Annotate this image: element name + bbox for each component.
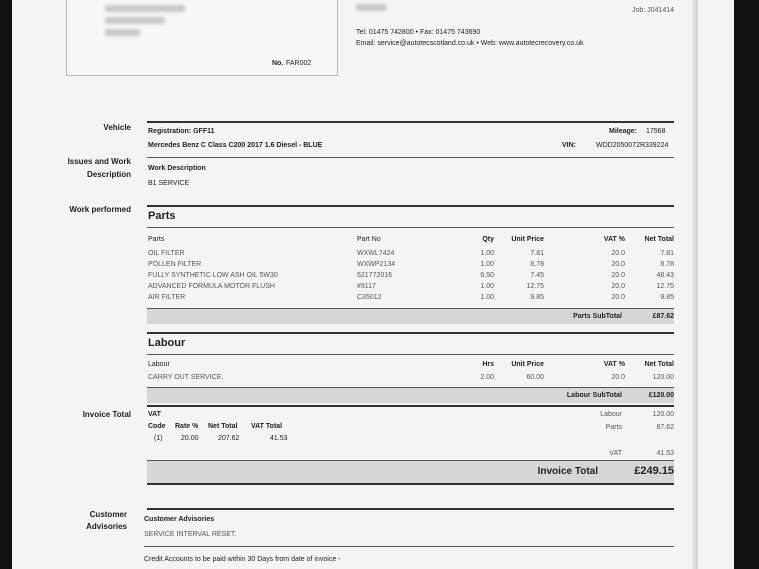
invoice-total-label: Invoice Total [537,466,598,477]
part-vat: 20.0 [611,272,625,279]
customer-address-box [66,0,338,76]
redacted-line [105,29,140,36]
section-customer: Customer [89,510,127,519]
vat-net-total: 207.62 [218,435,240,442]
parts-col-partno: Part No [357,236,381,243]
rule [147,332,674,334]
part-vat: 20.0 [611,283,625,290]
part-unit-price: 9.85 [530,294,544,301]
redacted-header [356,4,386,11]
rule [147,460,674,461]
part-qty: 1.00 [480,294,494,301]
customer-no-label: No. [272,60,284,67]
vehicle-registration: Registration: GFF11 [148,128,215,135]
advisories-heading: Customer Advisories [144,516,215,523]
part-qty: 1.00 [480,261,494,268]
vat-rate: 20.00 [181,435,199,442]
part-unit-price: 8.78 [530,261,544,268]
part-unit-price: 7.81 [530,250,544,257]
parts-subtotal-label: Parts SubTotal [573,313,622,320]
part-vat: 20.0 [611,250,625,257]
part-net-total: 48.43 [656,272,674,279]
vat-col-code: Code [148,423,166,430]
labour-col-hrs: Hrs [482,361,494,368]
rule [147,121,674,123]
parts-title: Parts [148,210,176,222]
part-number: WXWP2134 [357,261,396,268]
total-parts-value: 87.62 [656,424,674,431]
redacted-line [105,5,185,12]
labour-net-total: 120.00 [652,374,674,381]
vat-total: 41.53 [270,435,288,442]
part-number: #9117 [357,283,376,290]
labour-subtotal-label: Labour SubTotal [566,392,622,399]
vin-value: WDD2050072R339224 [596,142,669,149]
part-qty: 1.00 [480,250,494,257]
labour-vat: 20.0 [611,374,625,381]
section-advisories: Advisories [86,522,127,531]
rule [147,387,674,388]
mileage-value: 17568 [646,128,666,135]
parts-col-unit-price: Unit Price [511,236,544,243]
part-net-total: 8.78 [660,261,674,268]
part-vat: 20.0 [611,294,625,301]
labour-col-net-total: Net Total [644,361,674,368]
part-unit-price: 7.45 [530,272,544,279]
credit-accounts-note: Credit Accounts to be paid within 30 Days from date of invoice - [144,556,341,563]
part-vat: 20.0 [611,261,625,268]
parts-col-parts: Parts [148,236,165,243]
section-issues: Issues and Work [67,157,131,166]
total-labour-value: 120.00 [652,411,674,418]
rule [147,405,674,407]
part-qty: 6.50 [480,272,494,279]
rule [144,546,674,547]
part-name: OIL FILTER [148,250,185,257]
vehicle-description: Mercedes Benz C Class C200 2017 1.6 Diesel - BLUE [148,142,323,149]
part-qty: 1.00 [480,283,494,290]
work-description-text: B1 SERVICE [148,180,190,187]
section-invoice-total: Invoice Total [82,410,131,419]
work-description-heading: Work Description [148,165,206,172]
vat-code: (1) [154,435,163,442]
labour-col-unit-price: Unit Price [511,361,544,368]
part-net-total: 7.81 [660,250,674,257]
part-name: ADVANCED FORMULA MOTOR FLUSH [148,283,275,290]
total-parts-label: Parts [605,424,622,431]
rule [147,354,674,355]
part-name: POLLEN FILTER [148,261,202,268]
section-issues-2: Description [86,170,131,179]
vat-col-vat-total: VAT Total [251,423,283,430]
labour-title: Labour [148,337,186,349]
job-number: Job: J041414 [632,7,675,14]
parts-subtotal-value: £87.62 [652,313,674,320]
labour-description: CARRY OUT SERVICE. [148,374,224,381]
invoice-total-value: £249.15 [634,465,674,477]
part-unit-price: 12.75 [526,283,544,290]
customer-no: FAR002 [286,60,312,67]
contact-email-web: Email: service@autotecscotland.co.uk • Web: www.autotecrecovery.co.uk [356,40,584,47]
part-name: AIR FILTER [148,294,186,301]
part-number: C35012 [357,294,382,301]
part-number: WXWL7424 [357,250,395,257]
part-name: FULLY SYNTHETIC LOW ASH OIL 5W30 [148,272,278,279]
mileage-label: Mileage: [609,128,638,135]
labour-unit-price: 60.00 [526,374,544,381]
labour-hrs: 2.00 [480,374,494,381]
parts-col-net-total: Net Total [644,236,674,243]
parts-col-qty: Qty [482,236,494,243]
rule [147,227,674,228]
vat-title: VAT [148,411,161,418]
labour-col-labour: Labour [148,361,170,368]
rule [147,308,674,309]
labour-col-vat: VAT % [603,361,625,368]
part-number: 521772016 [357,272,393,279]
rule [147,205,674,207]
labour-subtotal-value: £120.00 [648,392,674,399]
contact-phone: Tel: 01475 742800 • Fax: 01475 743690 [356,29,481,36]
vat-col-rate: Rate % [175,423,199,430]
section-work-performed: Work performed [69,205,131,214]
rule [147,508,674,510]
invoice-page [12,0,734,569]
total-vat-value: 41.53 [656,450,674,457]
vat-col-net-total: Net Total [208,423,238,430]
rule [147,483,674,485]
redacted-line [105,17,165,24]
total-vat-label: VAT [609,450,622,457]
scan-edge [692,0,698,569]
parts-col-vat: VAT % [603,236,625,243]
vin-label: VIN: [562,142,576,149]
total-labour-label: Labour [600,411,622,418]
advisories-text: SERVICE INTERVAL RESET. [144,531,237,538]
rule [147,157,674,158]
section-vehicle: Vehicle [103,123,131,132]
part-net-total: 12.75 [656,283,674,290]
part-net-total: 9.85 [660,294,674,301]
